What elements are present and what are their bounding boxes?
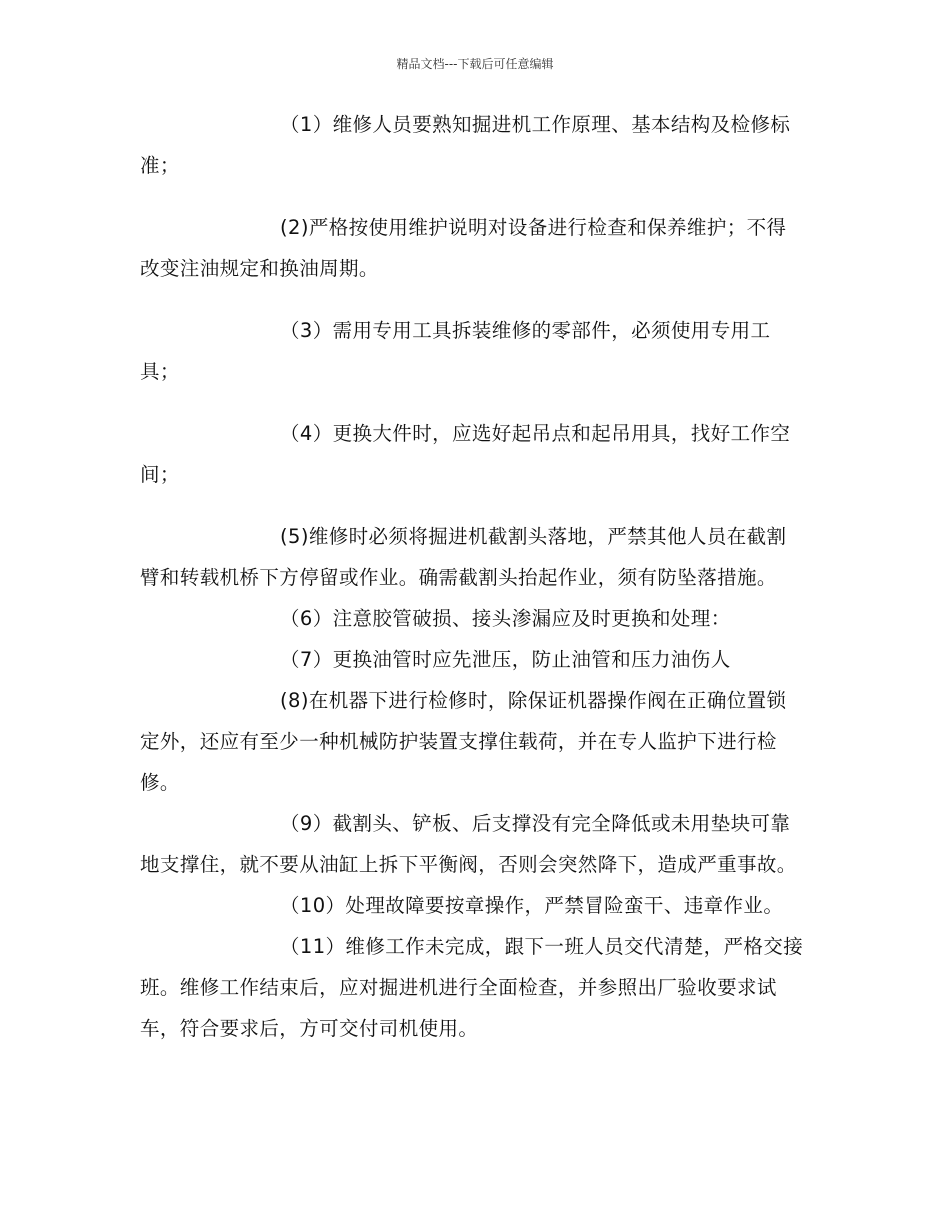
list-item: （9）截割头、铲板、后支撑没有完全降低或未用垫块可靠地支撑住，就不要从油缸上拆下平衡阀，否则会突然降下，造成严重事故。 xyxy=(140,812,797,876)
page-header: 精品文档---下载后可任意编辑 xyxy=(396,57,554,71)
document-body xyxy=(140,104,805,1049)
list-item: （10）处理故障要按章操作，严禁冒险蛮干、违章作业。 xyxy=(280,894,784,917)
list-item: (2)严格按使用维护说明对设备进行检查和保养维护；不得改变注油规定和换油周期。 xyxy=(140,216,787,280)
list-item: （3）需用专用工具拆装维修的零部件，必须使用专用工具； xyxy=(140,319,771,383)
list-item: （7）更换油管时应先泄压，防止油管和压力油伤人 xyxy=(280,648,731,671)
list-item: (8)在机器下进行检修时，除保证机器操作阀在正确位置锁定外，还应有至少一种机械防护装置支撑住载荷，并在专人监护下进行检修。 xyxy=(140,689,787,794)
list-item: （4）更换大件时，应选好起吊点和起吊用具，找好工作空间； xyxy=(140,422,791,486)
list-item: (5)维修时必须将掘进机截割头落地，严禁其他人员在截割臂和转载机桥下方停留或作业。确需截割头抬起作业，须有防坠落措施。 xyxy=(140,525,787,589)
list-item: （1）维修人员要熟知掘进机工作原理、基本结构及检修标准； xyxy=(140,113,791,177)
list-item: （6）注意胶管破损、接头渗漏应及时更换和处理： xyxy=(280,607,731,630)
list-item: （11）维修工作未完成，跟下一班人员交代清楚，严格交接班。维修工作结束后，应对掘进机进行全面检查，并参照出厂验收要求试车，符合要求后，方可交付司机使用。 xyxy=(140,935,804,1040)
